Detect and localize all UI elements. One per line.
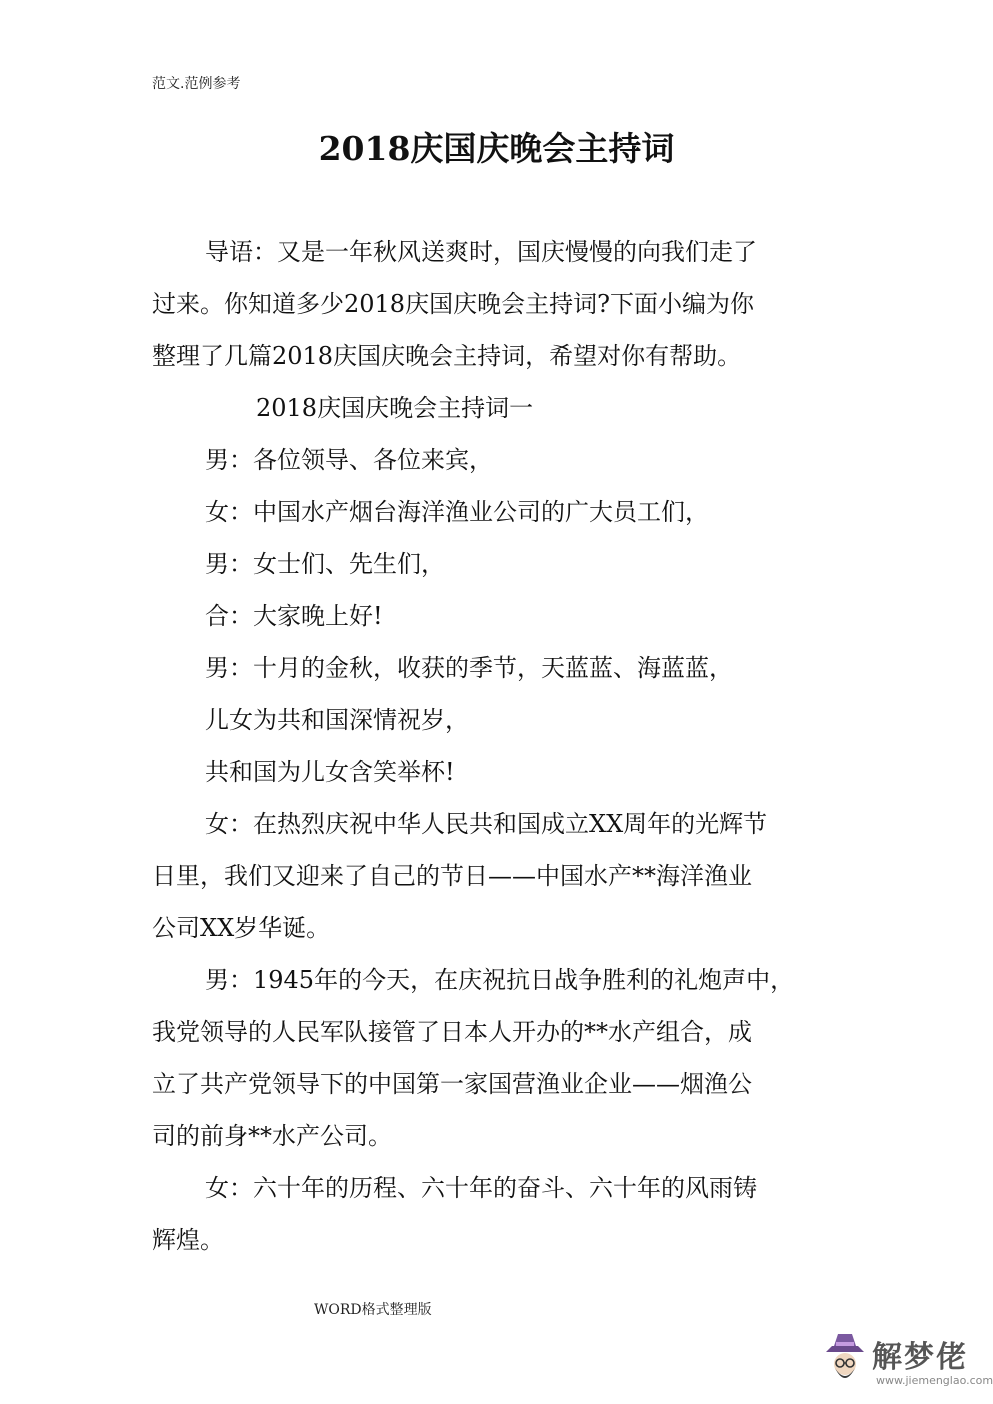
site-watermark [820,1326,993,1396]
body-line: 儿女为共和国深情祝岁， [205,706,469,734]
fortune-teller-logo-icon [820,1330,870,1390]
document-title: 2018庆国庆晚会主持词 [318,129,675,168]
body-line: 共和国为儿女含笑举杯! [205,758,455,786]
body-line: 女：中国水产烟台海洋渔业公司的广大员工们， [205,498,709,526]
watermark-url: www.jiemenglao.com [876,1374,993,1387]
body-line: 女：在热烈庆祝中华人民共和国成立XX周年的光辉节 [205,810,768,838]
body-line: 我党领导的人民军队接管了日本人开办的**水产组合，成 [152,1018,752,1046]
body-line: 男：女士们、先生们， [205,550,445,578]
body-line: 司的前身**水产公司。 [152,1122,392,1150]
body-line: 日里，我们又迎来了自己的节日——中国水产**海洋渔业 [152,862,752,890]
body-line: 合：大家晚上好! [205,602,383,630]
body-line: 公司XX岁华诞。 [152,914,331,942]
body-line: 过来。你知道多少2018庆国庆晚会主持词?下面小编为你 [152,290,754,318]
body-line: 男：各位领导、各位来宾， [205,446,493,474]
body-line: 男：十月的金秋，收获的季节，天蓝蓝、海蓝蓝， [205,654,733,682]
body-line: 辉煌。 [152,1226,224,1254]
body-line: 导语：又是一年秋风送爽时，国庆慢慢的向我们走了 [205,238,757,266]
body-line: 女：六十年的历程、六十年的奋斗、六十年的风雨铸 [205,1174,757,1202]
section-heading: 2018庆国庆晚会主持词一 [256,394,534,422]
page-header: 范文.范例参考 [152,76,241,92]
watermark-name: 解梦佬 [872,1340,968,1375]
page-footer: WORD格式整理版 [314,1302,432,1318]
body-line: 立了共产党领导下的中国第一家国营渔业企业——烟渔公 [152,1070,752,1098]
body-line: 男：1945年的今天，在庆祝抗日战争胜利的礼炮声中， [205,966,795,994]
body-line: 整理了几篇2018庆国庆晚会主持词，希望对你有帮助。 [152,342,742,370]
